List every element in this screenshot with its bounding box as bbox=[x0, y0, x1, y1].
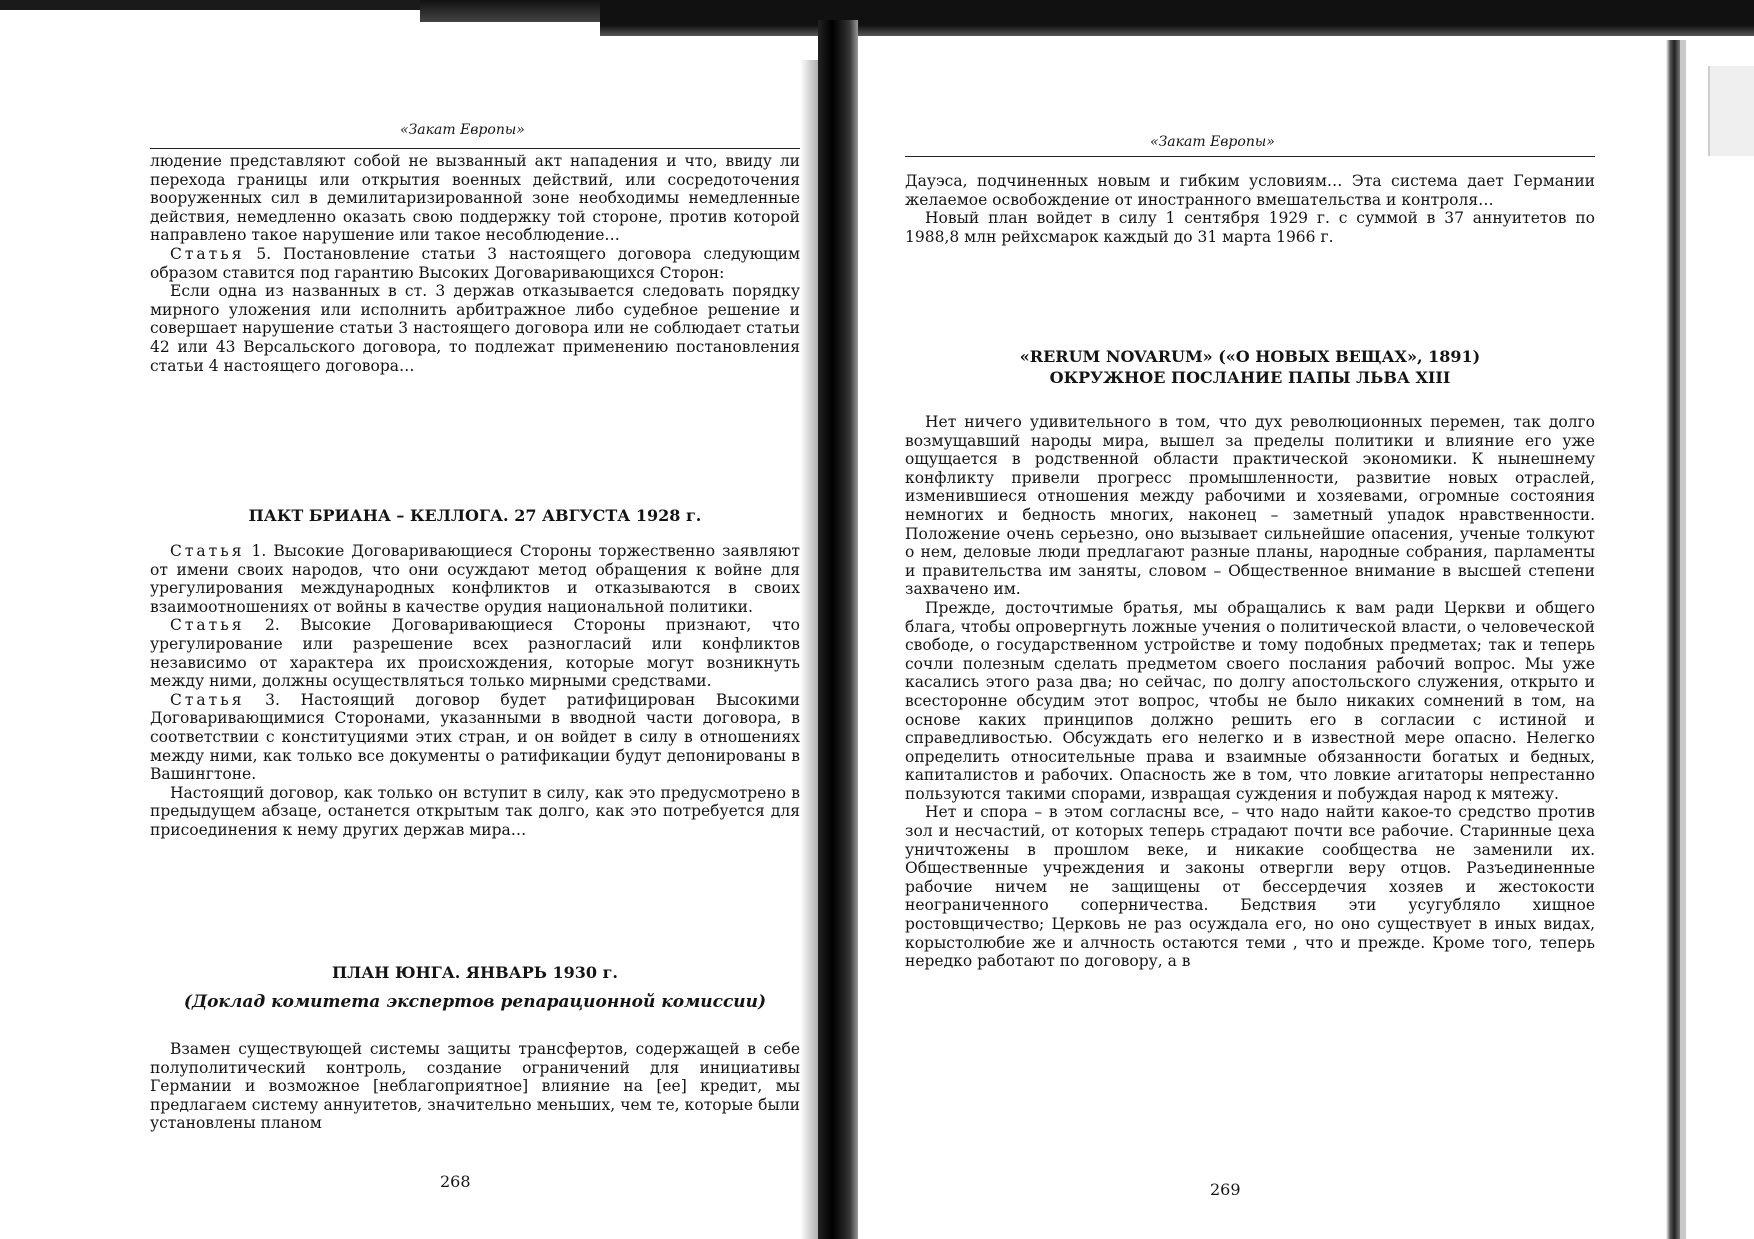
paragraph-text: 3. Настоящий договор будет ратифицирован Высокими Договаривающимися Сторонами, указанными в вводной части договора, в соответствии с конституциями этих стран, и он войдет в силу в отношениях между ними, как только все документы о ратификации будут депонированы в Вашингтоне. bbox=[150, 690, 800, 784]
paragraph: Настоящий договор, как только он вступит в силу, как это предусмотрено в предыдущем абзаце, останется открытым так долго, как это потребуется для присоединения к нему других держав мира… bbox=[150, 783, 800, 839]
book-spine bbox=[818, 20, 858, 1239]
section-subtitle: (Доклад комитета экспертов репарационной комиссии) bbox=[183, 992, 767, 1012]
paragraph bbox=[150, 691, 800, 784]
paragraph-text: 2. Высокие Договаривающиеся Стороны признают, что урегулирование или разрешение всех разногласий или конфликтов независимо от характера их происхождения, которые могут возникнуть между ними, должны осуществляться только мирными средствами. bbox=[150, 616, 800, 691]
section-title-line: «RERUM NOVARUM» («О НОВЫХ ВЕЩАХ», 1891) bbox=[1019, 347, 1481, 366]
paragraph: Новый план войдет в силу 1 сентября 1929 г. с суммой в 37 аннуитетов по 1988,8 млн рейхсмарок каждый до 31 марта 1966 г. bbox=[905, 209, 1595, 246]
paragraph: Дауэса, подчиненных новым и гибким условиям… Эта система дает Германии желаемое освобождение от иностранного вмешательства и контроля… bbox=[905, 172, 1595, 209]
running-head: «Закат Европы» bbox=[400, 122, 525, 138]
paragraph bbox=[150, 245, 800, 282]
article-label: Статья bbox=[170, 244, 245, 263]
running-head: «Закат Европы» bbox=[1150, 134, 1275, 150]
scanner-margin bbox=[1708, 66, 1754, 156]
header-rule bbox=[150, 148, 800, 149]
text-block bbox=[150, 152, 800, 375]
page-edge-right bbox=[1666, 40, 1680, 1239]
paragraph-text: 1. Высокие Договаривающиеся Стороны торжественно заявляют от имени своих народов, что они осуждают метод обращения к войне для урегулирования международных конфликтов и отказываются в своих взаимоотношениях от войны в качестве орудия национальной политики. bbox=[150, 542, 800, 616]
paragraph-text: 5. Постановление статьи 3 настоящего договора следующим образом ставится под гарантию Высоких Договаривающихся Сторон: bbox=[150, 244, 800, 282]
article-label: Статья bbox=[170, 542, 245, 560]
paragraph: людение представляют собой не вызванный акт нападения и что, ввиду ли перехода границы или открытия военных действий, или сосредоточения вооруженных сил в демилитаризированной зоне необходимы немедленные действия, немедленно оказать свою поддержку той стороне, против которой направлено такое нарушение или такое несоблюдение… bbox=[150, 152, 800, 245]
paragraph bbox=[150, 542, 800, 616]
text-block bbox=[150, 1040, 800, 1133]
paragraph: Если одна из названных в ст. 3 держав отказывается следовать порядку мирного уложения или исполнить арбитражное либо судебное решение и совершает нарушение статьи 3 настоящего договора или не соблюдает статьи 42 или 43 Версальского договора, то подлежат применению постановления статьи 4 настоящего договора… bbox=[150, 282, 800, 375]
text-block bbox=[905, 172, 1595, 246]
page-edge-right-light bbox=[1680, 40, 1686, 1239]
right-page bbox=[860, 0, 1666, 1239]
section-title: ПЛАН ЮНГА. ЯНВАРЬ 1930 г. bbox=[332, 963, 618, 982]
article-label: Статья bbox=[170, 690, 245, 709]
paragraph: Прежде, досточтимые братья, мы обращались к вам ради Церкви и общего блага, чтобы опровергнуть ложные учения о политической власти, о человеческой свободе, о государственном устройстве и тому подобных предметах; так и теперь сочли полезным сделать предметом своего послания рабочий вопрос. Мы уже касались этого раза два; но сейчас, по долгу апостольского служения, открыто и всесторонне обсудим этот вопрос, чтобы не было никаких сомнений в том, на основе каких принципов должно решить его в согласии с истиной и справедливостью. Обсуждать его нелегко и в известной мере опасно. Нелегко определить относительные права и взаимные обязанности богатых и бедных, капиталистов и рабочих. Опасность же в том, что ловкие агитаторы непрестанно пользуются такими спорами, извращая суждения и побуждая народ к мятежу. bbox=[905, 598, 1595, 803]
section-title-line: ОКРУЖНОЕ ПОСЛАНИЕ ПАПЫ ЛЬВА XIII bbox=[1049, 368, 1451, 387]
page-number: 269 bbox=[1210, 1180, 1241, 1199]
paragraph bbox=[150, 616, 800, 690]
text-block bbox=[150, 542, 800, 840]
page-number: 268 bbox=[440, 1172, 471, 1191]
header-rule bbox=[905, 156, 1595, 157]
paragraph: Нет ничего удивительного в том, что дух революционных перемен, так долго возмущавший народы мира, вышел за пределы политики и влияние его уже ощущается в родственной области практической экономики. К нынешнему конфликту привели прогресс промышленности, развитие новых отраслей, изменившиеся отношения между рабочими и хозяевами, огромные состояния немногих и бедность многих, наконец – заметный упадок нравственности. Положение очень серьезно, оно вызывает сильнейшие опасения, ученые толкуют о нем, деловые люди предлагают разные планы, народные собрания, парламенты и правительства им заняты, словом – Общественное внимание в высшей степени захвачено им. bbox=[905, 413, 1595, 599]
paragraph: Взамен существующей системы защиты трансфертов, содержащей в себе полуполитический контроль, создание ограничений для инициативы Германии и возможное [неблагоприятное] влияние на [ее] кредит, мы предлагаем систему аннуитетов, значительно меньших, чем те, которые были установлены планом bbox=[150, 1040, 800, 1133]
article-label: Статья bbox=[170, 616, 245, 635]
section-title: ПАКТ БРИАНА – КЕЛЛОГА. 27 АВГУСТА 1928 г. bbox=[248, 506, 702, 525]
paragraph: Нет и спора – в этом согласны все, – что надо найти какое-то средство против зол и несчастий, от которых теперь страдают почти все рабочие. Старинные цеха уничтожены в прошлом веке, и никакие сообщества не заменили их. Общественные учреждения и законы отвергли веру отцов. Разъединенные рабочие ничем не защищены от бессердечия хозяев и жестокости неограниченного соперничества. Бедствия эти усугубляло хищное ростовщичество; Церковь не раз осуждала его, но оно существует в иных видах, корыстолюбие же и алчность остаются теми , что и прежде. Кроме того, теперь нередко работают по договору, а в bbox=[905, 803, 1595, 971]
text-block bbox=[905, 413, 1595, 971]
left-page bbox=[0, 0, 820, 1239]
section-title bbox=[905, 346, 1595, 388]
